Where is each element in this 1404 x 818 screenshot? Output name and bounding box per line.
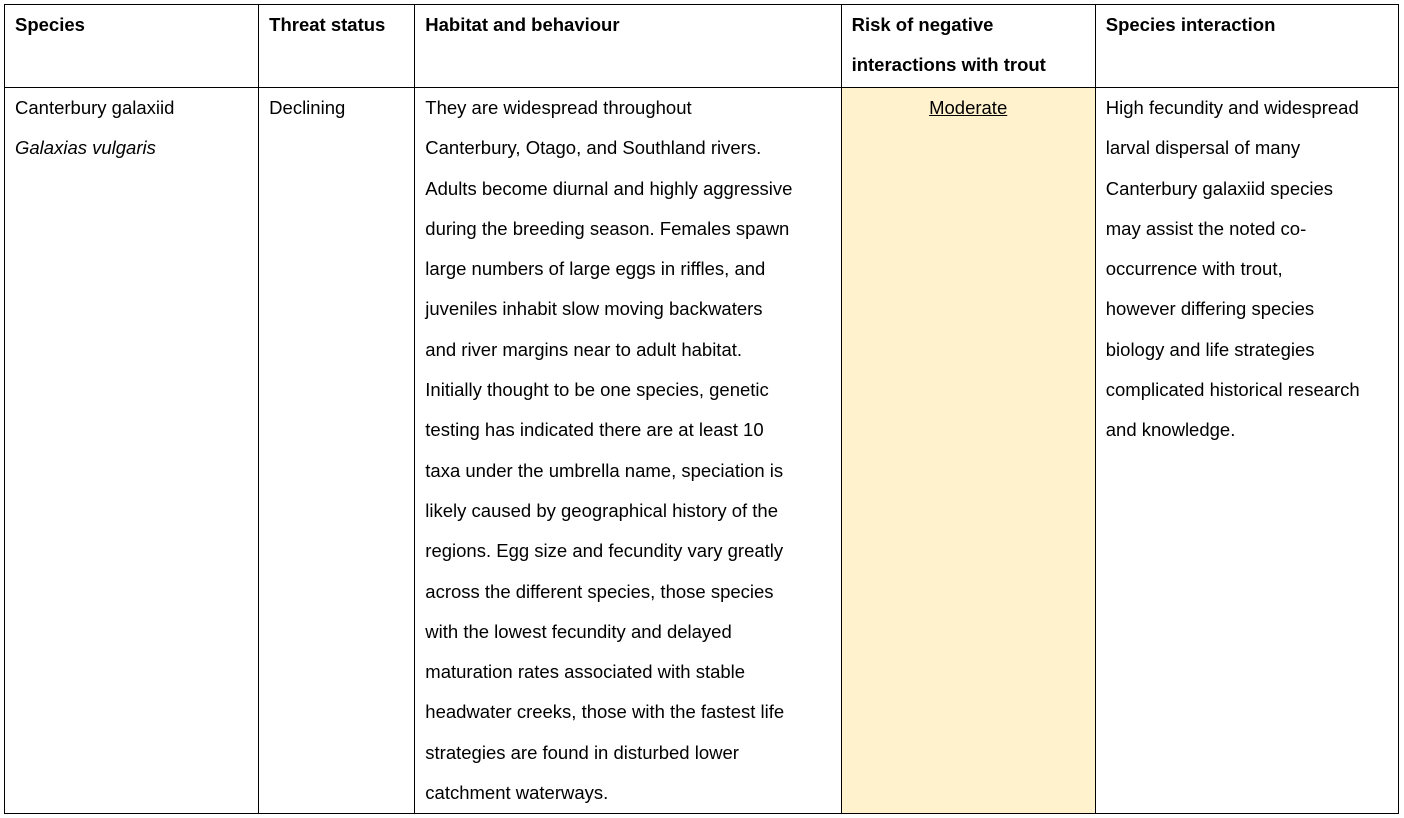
cell-habitat (415, 88, 841, 814)
interaction-line: occurrence with trout, (1105, 258, 1283, 280)
interaction-line: and knowledge. (1105, 419, 1236, 441)
cell-species (5, 88, 259, 814)
header-species-label: Species (15, 14, 85, 35)
interaction-line: larval dispersal of many (1105, 137, 1301, 159)
habitat-line: Adults become diurnal and highly aggressive (425, 177, 793, 199)
interaction-line: Canterbury galaxiid species (1105, 177, 1334, 199)
header-species (5, 5, 259, 88)
cell-interaction (1095, 88, 1398, 814)
header-row (5, 5, 1399, 88)
habitat-line: with the lowest fecundity and delayed (425, 620, 732, 642)
table-row (5, 88, 1399, 814)
header-habitat-label: Habitat and behaviour (425, 14, 620, 35)
habitat-line: maturation rates associated with stable (425, 661, 746, 683)
interaction-line: complicated historical research (1105, 379, 1360, 401)
species-scientific-name: Galaxias vulgaris (15, 137, 156, 159)
risk-level-link[interactable]: Moderate (929, 97, 1008, 118)
header-risk-label-line1: Risk of negative (851, 14, 994, 35)
header-threat-status (259, 5, 415, 88)
habitat-line: across the different species, those species (425, 580, 774, 602)
header-interaction (1095, 5, 1398, 88)
interaction-line: however differing species (1105, 298, 1315, 320)
habitat-line: during the breeding season. Females spawn (425, 217, 790, 239)
habitat-line: juveniles inhabit slow moving backwaters (425, 298, 763, 320)
header-interaction-label: Species interaction (1105, 14, 1276, 35)
habitat-line: strategies are found in disturbed lower (425, 741, 739, 763)
habitat-line: likely caused by geographical history of the (425, 499, 779, 521)
habitat-line: catchment waterways. (425, 782, 609, 804)
habitat-line: large numbers of large eggs in riffles, and (425, 258, 766, 280)
interaction-line: may assist the noted co- (1105, 217, 1307, 239)
threat-status-value: Declining (269, 97, 346, 118)
habitat-line: testing has indicated there are at least 10 (425, 419, 764, 441)
table-header (5, 5, 1399, 88)
habitat-line: Initially thought to be one species, genetic (425, 379, 769, 401)
table-body (5, 88, 1399, 814)
header-risk (841, 5, 1095, 88)
header-threat-status-label: Threat status (269, 14, 386, 35)
header-habitat (415, 5, 841, 88)
header-risk-label-line2: interactions with trout (851, 54, 1046, 76)
interaction-line: biology and life strategies (1105, 338, 1315, 360)
interaction-line: High fecundity and widespread (1105, 97, 1359, 118)
habitat-line: Canterbury, Otago, and Southland rivers. (425, 137, 762, 159)
habitat-line: headwater creeks, those with the fastest life (425, 701, 785, 723)
cell-threat-status (259, 88, 415, 814)
habitat-line: and river margins near to adult habitat. (425, 338, 743, 360)
species-threat-table (4, 4, 1399, 814)
habitat-line: They are widespread throughout (425, 97, 692, 118)
habitat-line: taxa under the umbrella name, speciation is (425, 459, 784, 481)
cell-risk (841, 88, 1095, 814)
habitat-line: regions. Egg size and fecundity vary greatly (425, 540, 784, 562)
species-common-name: Canterbury galaxiid (15, 97, 175, 118)
